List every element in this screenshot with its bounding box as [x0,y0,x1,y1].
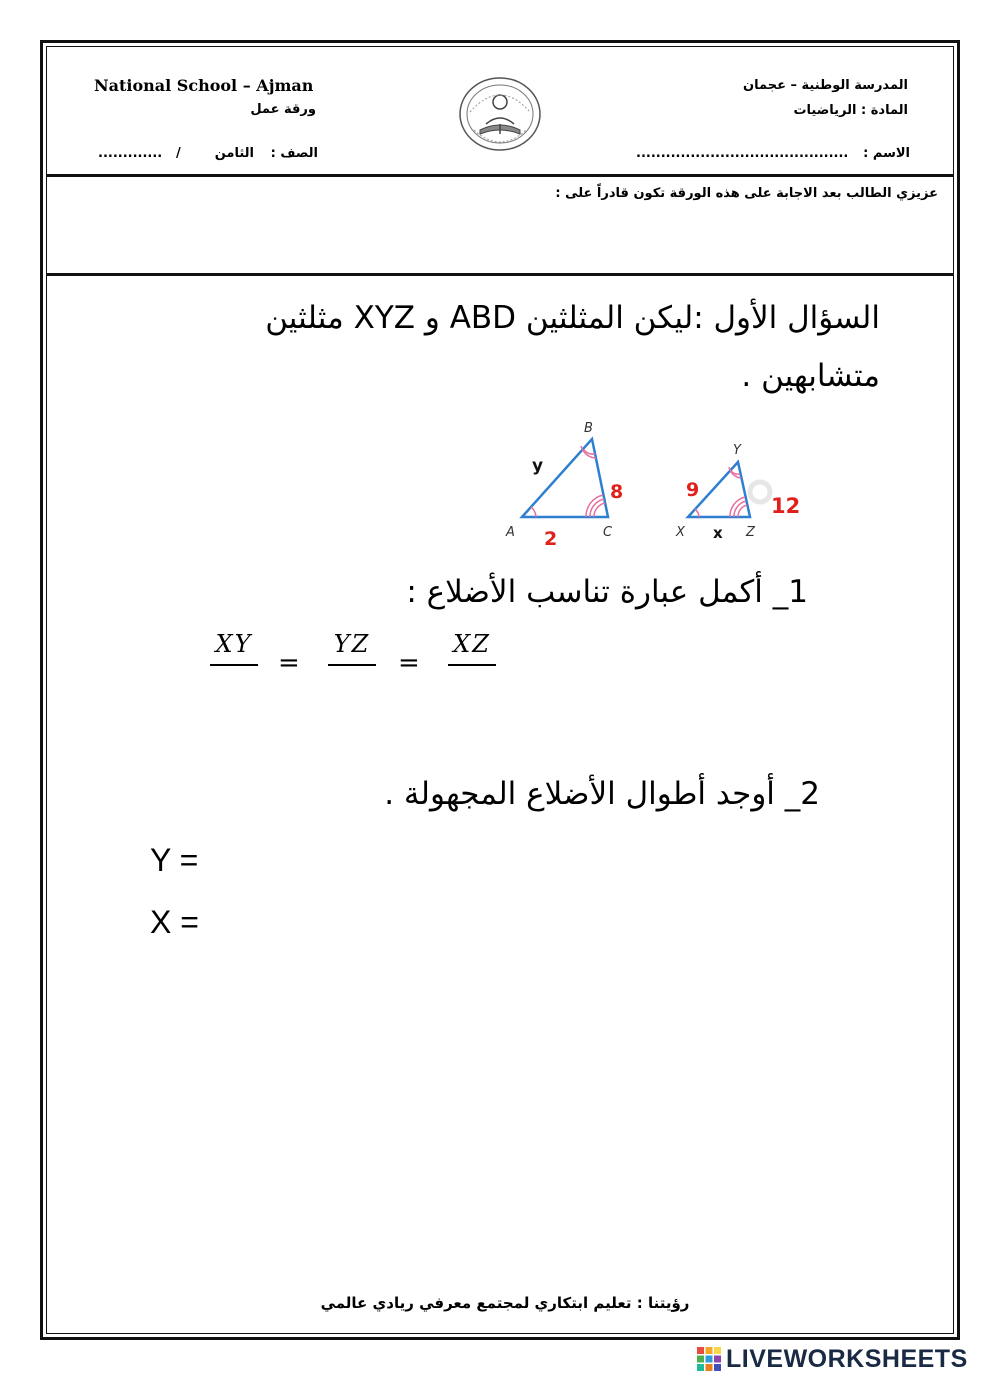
class-label: الصف : [270,146,318,161]
equals-sign-2: = [398,648,420,678]
class-slash: / [176,146,181,161]
side-label-9: 9 [686,479,700,501]
school-name-ar: المدرسة الوطنية – عجمان [743,78,908,93]
y-answer-field[interactable]: Y = [150,842,199,878]
side-label-2: 2 [544,528,558,550]
fraction-xz[interactable] [448,630,496,666]
school-name-en: National School – Ajman [94,76,314,95]
triangle-abc [522,439,608,517]
angle-mark-a [531,507,536,517]
fraction-xy[interactable] [210,630,258,666]
vertex-label-a: A [506,525,515,540]
subject-label: المادة : الرياضيات [793,103,908,118]
fraction-xz-denominator-blank[interactable] [448,664,496,666]
angle-mark-c1 [594,503,605,517]
liveworksheets-brand[interactable] [696,1346,968,1372]
header-divider [46,174,954,177]
vertex-label-b: B [584,421,593,436]
part1-prompt: 1_ أكمل عبارة تناسب الأضلاع : [406,574,808,610]
fraction-yz[interactable] [328,630,376,666]
side-label-8: 8 [610,481,624,503]
watermark-gear-icon [750,482,770,502]
question1-line2: متشابهين . [741,358,880,394]
class-value: الثامن [214,146,254,161]
school-logo-icon [456,74,544,158]
page-inner-border [46,46,954,1334]
fraction-xy-numerator: XY [215,630,253,658]
vertex-label-y: Y [733,443,741,458]
fraction-yz-denominator-blank[interactable] [328,664,376,666]
vision-statement: رؤيتنا : تعليم ابتكاري لمجتمع معرفي ريادي عالمي [320,1294,690,1312]
x-answer-field[interactable]: X = [150,904,199,940]
name-blank[interactable]: ........................................... [636,146,849,161]
equals-sign-1: = [278,648,300,678]
angle-mark-z1 [738,505,747,517]
vertex-label-c: C [603,525,613,540]
name-label: الاسم : [863,146,910,161]
side-label-x: x [713,524,723,542]
similar-triangles-figure [498,414,818,554]
objectives-intro: عزيزي الطالب بعد الاجابة على هذه الورقة تكون قادراً على : [555,186,938,201]
liveworksheets-wordmark: LIVEWORKSHEETS [726,1344,968,1373]
part2-prompt: 2_ أوجد أطوال الأضلاع المجهولة . [384,776,820,812]
vertex-label-z: Z [746,525,755,540]
fraction-xz-numerator: XZ [453,630,491,658]
question1-line1: السؤال الأول :ليكن المثلثين ABD و XYZ مثلثين [265,300,880,336]
side-label-y: y [532,456,544,476]
side-label-12: 12 [771,494,801,518]
liveworksheets-logo-icon [696,1346,722,1372]
fraction-yz-numerator: YZ [333,630,371,658]
vertex-label-x: X [676,525,685,540]
class-section-blank[interactable]: ............. [98,146,163,161]
worksheet-label: ورقة عمل [250,102,316,117]
objectives-divider [46,273,954,276]
fraction-xy-denominator-blank[interactable] [210,664,258,666]
